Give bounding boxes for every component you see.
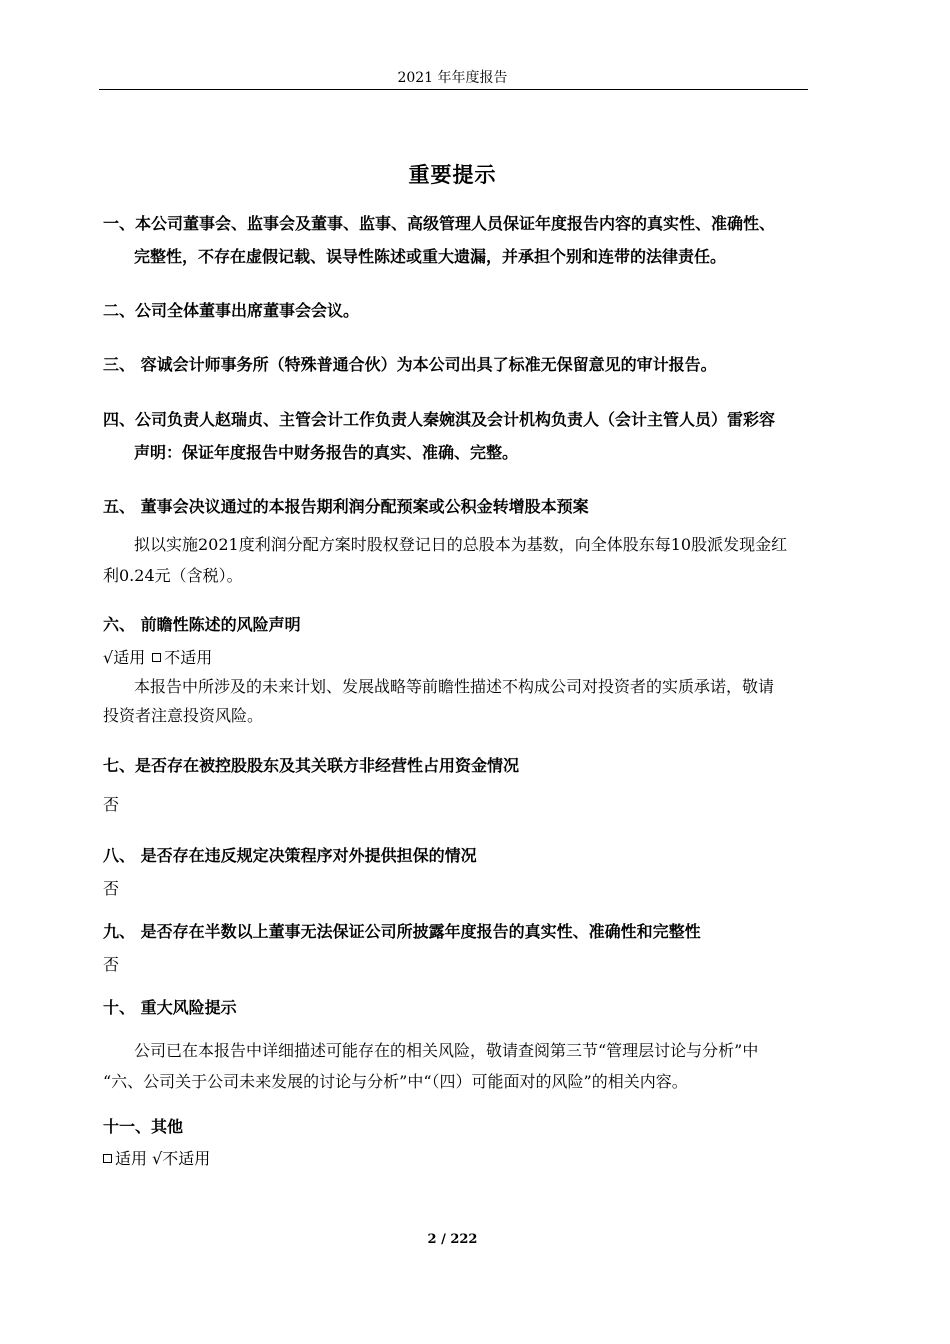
section-7-answer: 否 — [103, 795, 120, 814]
section-8-answer: 否 — [103, 879, 120, 898]
section-3: 三、 容诚会计师事务所（特殊普通合伙）为本公司出具了标准无保留意见的审计报告。 — [103, 355, 717, 374]
not-applicable-option: √不适用 — [152, 1149, 211, 1168]
section-7: 七、是否存在被控股股东及其关联方非经营性占用资金情况 — [103, 756, 520, 775]
page-number: 2 / 222 — [427, 1232, 478, 1247]
section-5: 五、 董事会决议通过的本报告期利润分配预案或公积金转增股本预案 — [103, 497, 589, 516]
checkbox-unchecked-icon — [152, 653, 161, 662]
section-9-answer: 否 — [103, 955, 120, 974]
section-4-line-2: 声明：保证年度报告中财务报告的真实、准确、完整。 — [134, 443, 519, 462]
checkbox-unchecked-icon — [103, 1154, 112, 1163]
section-6-body-line-2: 投资者注意投资风险。 — [103, 706, 264, 725]
section-10-body-line-1: 公司已在本报告中详细描述可能存在的相关风险，敬请查阅第三节“管理层讨论与分析”中 — [134, 1041, 759, 1060]
section-8: 八、 是否存在违反规定决策程序对外提供担保的情况 — [103, 846, 477, 865]
page-header: 2021 年年度报告 — [397, 70, 508, 86]
section-10: 十、 重大风险提示 — [103, 998, 237, 1017]
section-1-line-2: 完整性，不存在虚假记载、误导性陈述或重大遗漏，并承担个别和连带的法律责任。 — [134, 247, 727, 266]
not-applicable-option: 不适用 — [164, 648, 213, 667]
section-6: 六、 前瞻性陈述的风险声明 — [103, 615, 301, 634]
section-4-line-1: 四、公司负责人赵瑞贞、主管会计工作负责人秦婉淇及会计机构负责人（会计主管人员）雷彩容 — [103, 410, 776, 429]
section-9: 九、 是否存在半数以上董事无法保证公司所披露年度报告的真实性、准确性和完整性 — [103, 922, 701, 941]
page-title: 重要提示 — [408, 162, 497, 187]
section-2: 二、公司全体董事出席董事会会议。 — [103, 301, 360, 320]
applicable-option: 适用 — [115, 1149, 148, 1168]
section-6-body-line-1: 本报告中所涉及的未来计划、发展战略等前瞻性描述不构成公司对投资者的实质承诺，敬请 — [134, 677, 775, 696]
section-11: 十一、其他 — [103, 1117, 184, 1136]
section-10-body-line-2: “六、公司关于公司未来发展的讨论与分析”中“（四）可能面对的风险”的相关内容。 — [103, 1072, 688, 1091]
header-rule — [99, 89, 808, 90]
section-1-line-1: 一、本公司董事会、监事会及董事、监事、高级管理人员保证年度报告内容的真实性、准确性、 — [103, 214, 776, 233]
section-5-body-line-2: 利0.24元（含税）。 — [103, 566, 243, 585]
applicable-option: √适用 — [103, 648, 146, 667]
section-5-body-line-1: 拟以实施2021度利润分配方案时股权登记日的总股本为基数，向全体股东每10股派发现金红 — [134, 535, 788, 554]
section-11-options — [103, 1146, 210, 1169]
section-6-options — [103, 645, 212, 668]
